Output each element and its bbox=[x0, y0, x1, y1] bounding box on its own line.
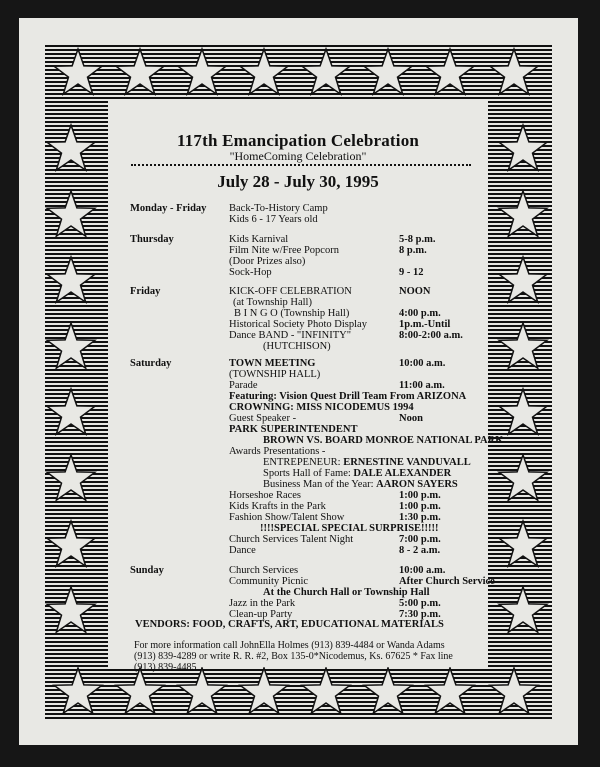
vendors-line: VENDORS: FOOD, CRAFTS, ART, EDUCATIONAL MATERIALS bbox=[135, 619, 444, 630]
activity: Parade bbox=[229, 380, 258, 391]
activity: Church Services bbox=[229, 565, 299, 576]
activity: Horseshoe Races bbox=[229, 490, 302, 501]
activity: (HUTCHISON) bbox=[263, 341, 331, 352]
time: 11:00 a.m. bbox=[399, 380, 445, 391]
award-entrepreneur bbox=[263, 457, 471, 468]
time: 8:00-2:00 a.m. bbox=[399, 330, 463, 341]
activity: Clean-up Party bbox=[229, 609, 293, 620]
activity: Awards Presentations - bbox=[229, 446, 326, 457]
activity: Community Picnic bbox=[229, 576, 309, 587]
award-sports-hall-of-fame bbox=[263, 468, 451, 479]
activity: Dance BAND - "INFINITY" bbox=[229, 330, 352, 341]
time: 8 - 2 a.m. bbox=[399, 545, 441, 556]
activity: Dance bbox=[229, 545, 256, 556]
award-label: Sports Hall of Fame: bbox=[263, 468, 354, 479]
day-thursday: Thursday bbox=[130, 234, 174, 245]
day-friday: Friday bbox=[130, 286, 161, 297]
info-line: For more information call JohnElla Holmes (913) 839-4484 or Wanda Adams bbox=[134, 640, 445, 651]
award-label: ENTREPENEUR: bbox=[263, 457, 344, 468]
time: 7:30 p.m. bbox=[399, 609, 441, 620]
time: 1:00 p.m. bbox=[399, 490, 441, 501]
special-surprise: !!!!SPECIAL SPECIAL SURPRISE!!!!! bbox=[260, 523, 439, 534]
activity: Kids 6 - 17 Years old bbox=[229, 214, 318, 225]
activity: (at Township Hall) bbox=[233, 297, 312, 308]
activity: Sock-Hop bbox=[229, 267, 272, 278]
time: 4:00 p.m. bbox=[399, 308, 441, 319]
time: After Church Service bbox=[399, 576, 495, 587]
activity: (TOWNSHIP HALL) bbox=[229, 369, 321, 380]
time: Noon bbox=[399, 413, 423, 424]
time: 5:00 p.m. bbox=[399, 598, 441, 609]
award-winner: DALE ALEXANDER bbox=[353, 468, 452, 479]
activity: Featuring: Vision Quest Drill Team From ARIZONA bbox=[229, 391, 467, 402]
award-winner: AARON SAYERS bbox=[376, 479, 458, 490]
activity: Guest Speaker - bbox=[229, 413, 297, 424]
activity: BROWN VS. BOARD MONROE NATIONAL PARK bbox=[263, 435, 504, 446]
activity: Church Services Talent Night bbox=[229, 534, 354, 545]
award-winner: ERNESTINE VANDUVALL bbox=[343, 457, 471, 468]
activity: Kids Krafts in the Park bbox=[229, 501, 326, 512]
dotted-divider bbox=[131, 164, 471, 166]
time: 10:00 a.m. bbox=[399, 358, 446, 369]
time: 1:30 p.m. bbox=[399, 512, 441, 523]
activity: Fashion Show/Talent Show bbox=[229, 512, 345, 523]
info-line: (913) 839-4289 or write R. R. #2, Box 135-0*Nicodemus, Ks. 67625 * Fax line bbox=[134, 651, 453, 662]
time: 8 p.m. bbox=[399, 245, 427, 256]
time: NOON bbox=[399, 286, 431, 297]
time: 10:00 a.m. bbox=[399, 565, 446, 576]
activity: KICK-OFF CELEBRATION bbox=[229, 286, 352, 297]
flyer-content bbox=[108, 101, 504, 667]
activity: Kids Karnival bbox=[229, 234, 289, 245]
activity: PARK SUPERINTENDENT bbox=[229, 424, 358, 435]
activity: Back-To-History Camp bbox=[229, 203, 328, 214]
day-saturday: Saturday bbox=[130, 358, 172, 369]
subtitle: "HomeComing Celebration" bbox=[229, 149, 367, 163]
page-title: 117th Emancipation Celebration bbox=[176, 131, 420, 150]
time: 1p.m.-Until bbox=[399, 319, 451, 330]
award-label: Business Man of the Year: bbox=[263, 479, 377, 490]
activity: At the Church Hall or Township Hall bbox=[263, 587, 430, 598]
time: 7:00 p.m. bbox=[399, 534, 441, 545]
activity: Jazz in the Park bbox=[229, 598, 296, 609]
event-dates: July 28 - July 30, 1995 bbox=[217, 172, 379, 191]
flyer-sheet bbox=[19, 18, 578, 745]
day-monday-friday: Monday - Friday bbox=[130, 203, 207, 214]
time: 9 - 12 bbox=[399, 267, 424, 278]
activity: CROWNING: MISS NICODEMUS 1994 bbox=[229, 402, 414, 413]
time: 5-8 p.m. bbox=[399, 234, 436, 245]
activity: Historical Society Photo Display bbox=[229, 319, 367, 330]
award-business-man bbox=[263, 479, 458, 490]
time: 1:00 p.m. bbox=[399, 501, 441, 512]
info-line bbox=[134, 662, 197, 667]
activity: (Door Prizes also) bbox=[229, 256, 306, 267]
activity: B I N G O (Township Hall) bbox=[234, 308, 350, 319]
activity: Film Nite w/Free Popcorn bbox=[229, 245, 339, 256]
day-sunday: Sunday bbox=[130, 565, 164, 576]
activity: TOWN MEETING bbox=[229, 358, 316, 369]
